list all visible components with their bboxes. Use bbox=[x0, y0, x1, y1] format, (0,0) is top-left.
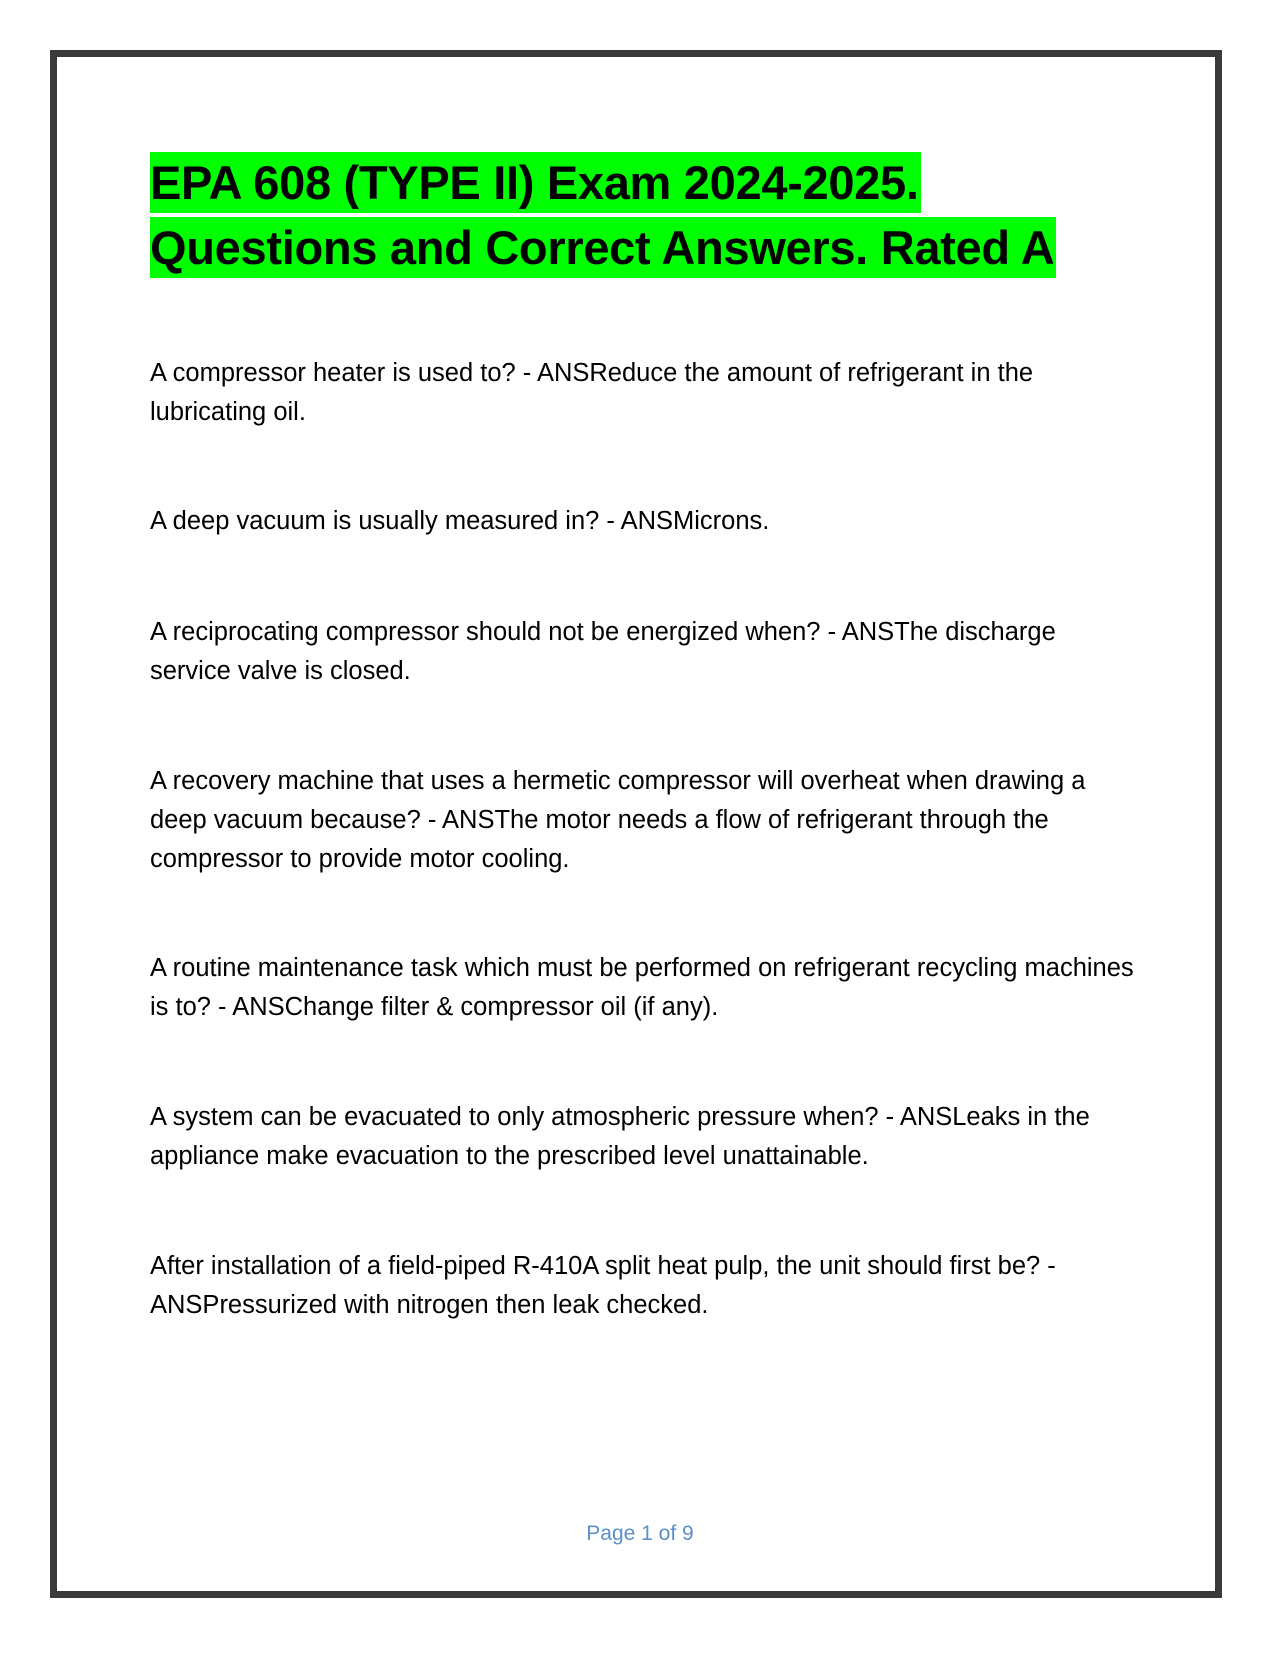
qa-item-5: A routine maintenance task which must be performed on refrigerant recycling machines is to? - ANSChange filter & compressor oil (if any). bbox=[150, 954, 1134, 1021]
qa-item-7: After installation of a field-piped R-410A split heat pulp, the unit should first be? - ANSPressurized with nitrogen then leak checked. bbox=[150, 1252, 1056, 1319]
qa-item-2: A deep vacuum is usually measured in? - ANSMicrons. bbox=[150, 507, 770, 535]
document-header bbox=[150, 150, 1140, 280]
qa-item-6: A system can be evacuated to only atmospheric pressure when? - ANSLeaks in the appliance make evacuation to the prescribed level unattainable. bbox=[150, 1103, 1090, 1170]
qa-item-3: A reciprocating compressor should not be energized when? - ANSThe discharge service valve is closed. bbox=[150, 618, 1056, 685]
page-number: Page 1 of 9 bbox=[586, 1522, 694, 1545]
title-line-2: Questions and Correct Answers. Rated A bbox=[150, 217, 1056, 278]
title-line-1: EPA 608 (TYPE II) Exam 2024-2025. bbox=[150, 152, 921, 213]
qa-item-4: A recovery machine that uses a hermetic compressor will overheat when drawing a deep vacuum because? - ANSThe motor needs a flow of refrigerant through the compressor to provide motor cooling. bbox=[150, 767, 1086, 873]
document-title bbox=[150, 150, 1140, 280]
qa-item-1: A compressor heater is used to? - ANSReduce the amount of refrigerant in the lubricating oil. bbox=[150, 359, 1034, 426]
